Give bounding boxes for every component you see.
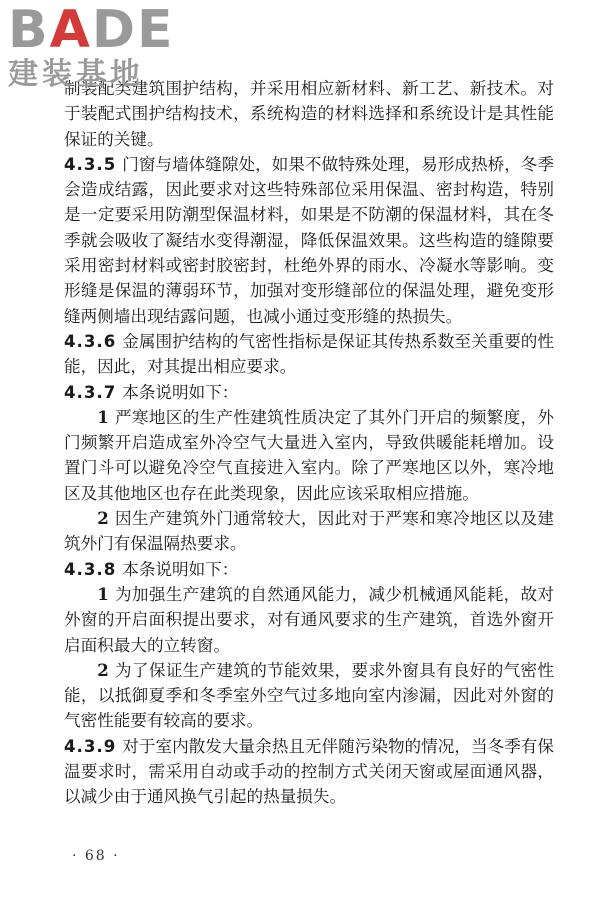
clause-4-3-7 xyxy=(64,380,554,405)
item-text: 因生产建筑外门通常较大，因此对于严寒和寒冷地区以及建筑外门有保温隔热要求。 xyxy=(64,509,554,554)
clause-text: 门窗与墙体缝隙处，如果不做特殊处理，易形成热桥，冬季会造成结露，因此要求对这些特殊部位采用保温、密封构造，特别是一定要采用防潮型保温材料，如果是不防潮的保温材料，其在冬季就会吸收了凝结水变得潮湿，降低保温效果。这些构造的缝隙要采用密封材料或密封胶密封，杜绝外界的雨水、冷凝水等影响。变形缝是保温的薄弱环节，加强对变形缝部位的保温处理，避免变形缝两侧墙出现结露问题，也减小通过变形缝的热损失。 xyxy=(64,154,554,326)
clause-number: 4.3.6 xyxy=(64,331,117,351)
clause-4-3-7-item-1 xyxy=(64,405,554,506)
clause-text: 本条说明如下： xyxy=(122,559,239,579)
logo-subtitle: 建装基地 xyxy=(8,57,144,92)
clause-text: 金属围护结构的气密性指标是保证其传热系数至关重要的性能，因此，对其提出相应要求。 xyxy=(64,331,554,377)
clause-4-3-6 xyxy=(64,329,554,380)
item-number: 2 xyxy=(97,508,109,529)
paragraph-text: 制装配类建筑围护结构，并采用相应新材料、新工艺、新技术。对于装配式围护结构技术，系统构造的材料选择和系统设计是其性能保证的关键。 xyxy=(64,79,554,149)
page-number: · 68 · xyxy=(72,848,120,864)
document-body xyxy=(64,76,554,810)
item-number: 2 xyxy=(97,659,109,680)
logo-wordmark xyxy=(8,0,178,60)
clause-4-3-8-item-1 xyxy=(64,582,554,658)
clause-4-3-8 xyxy=(64,557,554,582)
clause-number: 4.3.5 xyxy=(64,154,117,174)
clause-number: 4.3.7 xyxy=(64,382,117,402)
clause-text: 对于室内散发大量余热且无伴随污染物的情况，当冬季有保温要求时，需采用自动或手动的控制方式关闭天窗或屋面通风器，以减少由于通风换气引起的热量损失。 xyxy=(64,736,554,807)
item-text: 严寒地区的生产性建筑性质决定了其外门开启的频繁度，外门频繁开启造成室外冷空气大量进入室内，导致供暖能耗增加。设置门斗可以避免冷空气直接进入室内。除了严寒地区以外，寒冷地区及其他地区也存在此类现象，因此应该采取相应措施。 xyxy=(64,407,554,503)
logo-letter-a: A xyxy=(49,0,92,60)
clause-4-3-7-item-2 xyxy=(64,506,554,557)
clause-number: 4.3.9 xyxy=(64,736,117,756)
clause-4-3-8-item-2 xyxy=(64,658,554,734)
clause-text: 本条说明如下： xyxy=(122,382,239,402)
item-number: 1 xyxy=(97,583,109,604)
brand-logo xyxy=(8,0,178,96)
item-text: 为了保证生产建筑的节能效果，要求外窗具有良好的气密性能，以抵御夏季和冬季室外空气过多地向室内渗漏，因此对外窗的气密性能要有较高的要求。 xyxy=(64,660,554,731)
clause-number: 4.3.8 xyxy=(64,559,117,579)
clause-4-3-9 xyxy=(64,734,554,810)
item-text: 为加强生产建筑的自然通风能力，减少机械通风能耗，故对外窗的开启面积提出要求，对有通风要求的生产建筑，首选外窗开启面积最大的立转窗。 xyxy=(64,584,554,655)
item-number: 1 xyxy=(97,406,109,427)
clause-4-3-5 xyxy=(64,152,554,329)
logo-letter-b: B xyxy=(8,0,50,60)
logo-letters-de: DE xyxy=(91,0,175,60)
